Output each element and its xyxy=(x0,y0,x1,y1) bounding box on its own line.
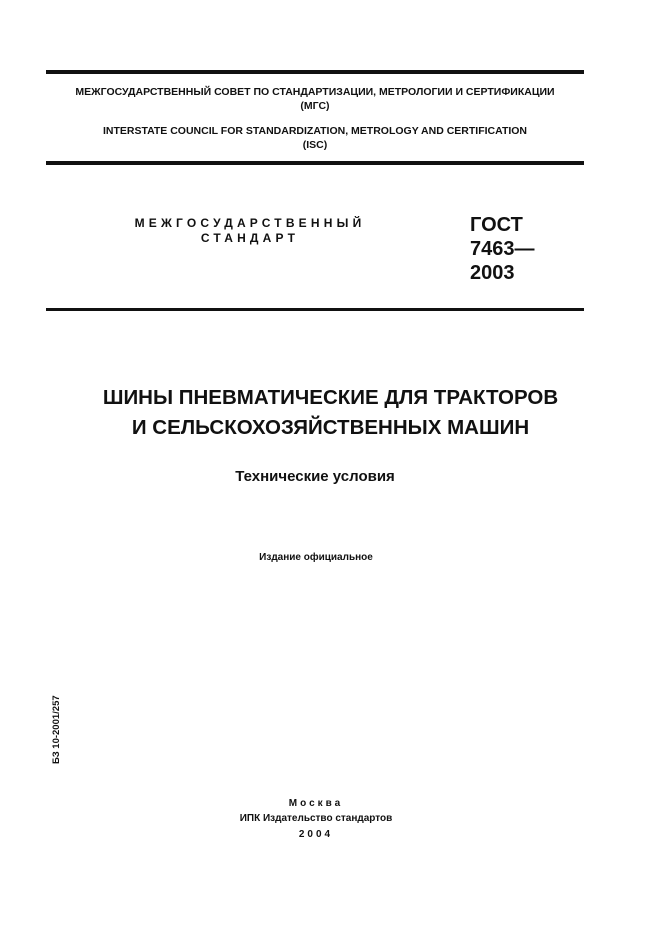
document-subtitle: Технические условия xyxy=(235,468,395,485)
standard-type-line1: МЕЖГОСУДАРСТВЕННЫЙ xyxy=(134,216,366,230)
council-abbr-ru: (МГС) xyxy=(300,100,330,112)
gost-label: ГОСТ xyxy=(470,214,523,236)
council-header-en xyxy=(46,124,584,152)
edition-note: Издание официальное xyxy=(259,552,373,563)
document-title xyxy=(30,383,631,443)
council-name-en: INTERSTATE COUNCIL FOR STANDARDIZATION, METROLOGY AND CERTIFICATION xyxy=(102,125,528,137)
top-rule xyxy=(46,70,584,74)
council-abbr-en: (ISC) xyxy=(302,139,328,151)
footer-city: Москва xyxy=(288,798,344,809)
council-header-ru xyxy=(46,85,584,113)
footer-publisher: ИПК Издательство стандартов xyxy=(239,813,393,824)
side-catalog-code: БЗ 10-2001/257 xyxy=(51,695,62,764)
header-bottom-rule xyxy=(46,161,584,165)
gost-year: 2003 xyxy=(470,262,515,284)
title-line1: ШИНЫ ПНЕВМАТИЧЕСКИЕ ДЛЯ ТРАКТОРОВ xyxy=(102,386,559,409)
standard-type-line2: СТАНДАРТ xyxy=(200,231,300,245)
gost-designation xyxy=(470,213,535,285)
gost-number: 7463— xyxy=(470,238,535,260)
footer-year: 2004 xyxy=(298,829,334,840)
council-name-ru: МЕЖГОСУДАРСТВЕННЫЙ СОВЕТ ПО СТАНДАРТИЗАЦИИ, МЕТРОЛОГИИ И СЕРТИФИКАЦИИ xyxy=(75,86,555,98)
standard-bottom-rule xyxy=(46,308,584,311)
title-line2: И СЕЛЬСКОХОЗЯЙСТВЕННЫХ МАШИН xyxy=(131,416,530,439)
